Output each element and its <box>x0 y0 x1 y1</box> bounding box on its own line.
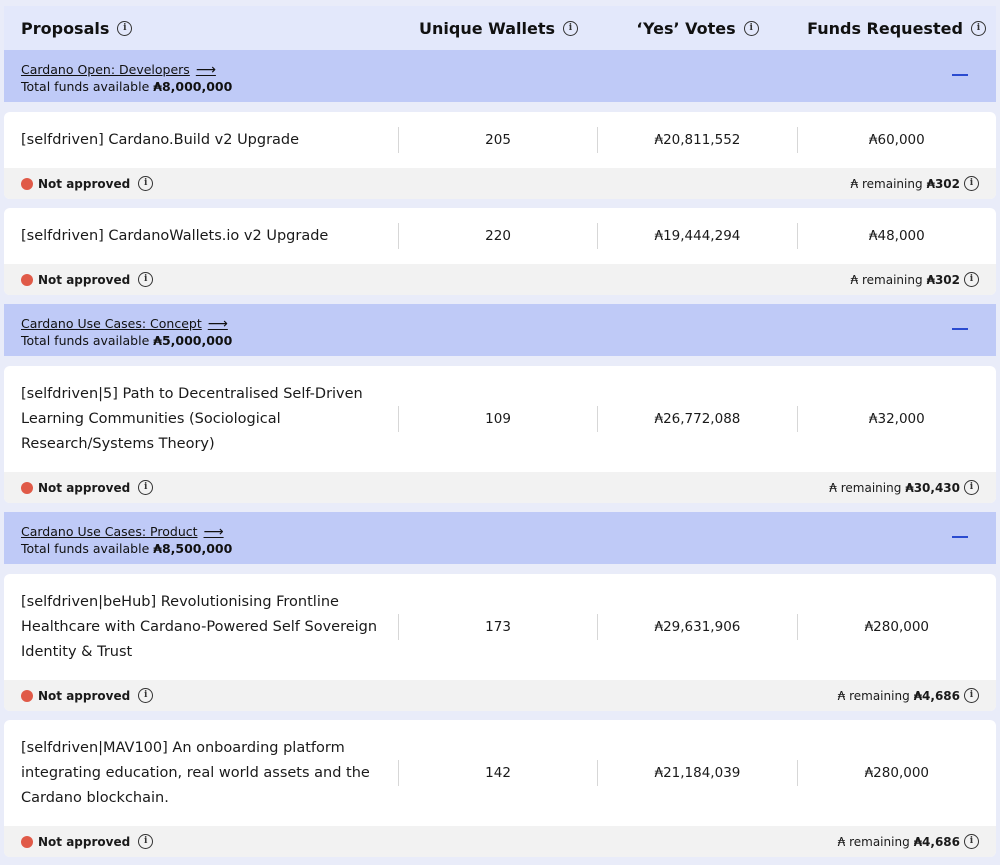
remaining-funds <box>838 834 979 849</box>
info-icon[interactable]: i <box>971 21 986 36</box>
category-funds <box>21 79 979 94</box>
funds-requested-value: ₳48,000 <box>797 223 996 249</box>
funds-requested-value: ₳280,000 <box>797 614 996 640</box>
status-dot-icon <box>21 690 33 702</box>
status-badge: Not approved <box>38 480 131 495</box>
info-icon[interactable]: i <box>964 272 979 287</box>
remaining-label: ₳ remaining <box>850 272 923 287</box>
remaining-label: ₳ remaining <box>837 688 910 703</box>
remaining-label: ₳ remaining <box>850 176 923 191</box>
arrow-right-icon: ⟶ <box>207 315 228 332</box>
category-header <box>4 512 996 564</box>
info-icon[interactable]: i <box>117 21 132 36</box>
arrow-right-icon: ⟶ <box>203 523 224 540</box>
info-icon[interactable]: i <box>138 272 153 287</box>
funds-value: ₳5,000,000 <box>153 333 233 348</box>
remaining-label: ₳ remaining <box>829 480 902 495</box>
info-icon[interactable]: i <box>964 834 979 849</box>
minus-icon[interactable] <box>952 536 968 538</box>
minus-icon[interactable] <box>952 328 968 330</box>
proposal-card[interactable] <box>4 112 996 199</box>
status-badge: Not approved <box>38 688 131 703</box>
column-label: ‘Yes’ Votes <box>636 18 736 38</box>
category-funds <box>21 333 979 348</box>
proposal-card[interactable] <box>4 366 996 503</box>
proposal-card[interactable] <box>4 208 996 295</box>
proposals-table <box>4 6 996 857</box>
funds-label: Total funds available <box>21 79 150 94</box>
yes-votes-value: ₳26,772,088 <box>597 406 796 432</box>
column-label: Unique Wallets <box>419 18 555 38</box>
category-name: Cardano Use Cases: Concept <box>21 316 202 331</box>
info-icon[interactable]: i <box>744 21 759 36</box>
remaining-value: ₳30,430 <box>905 480 960 495</box>
unique-wallets-value: 205 <box>398 127 597 153</box>
unique-wallets-value: 220 <box>398 223 597 249</box>
status-dot-icon <box>21 482 33 494</box>
column-funds-requested <box>797 19 996 38</box>
column-label: Funds Requested <box>807 18 963 38</box>
unique-wallets-value: 142 <box>398 760 597 786</box>
unique-wallets-value: 109 <box>398 406 597 432</box>
column-label: Proposals <box>21 18 110 38</box>
proposal-footer <box>4 264 996 295</box>
unique-wallets-value: 173 <box>398 614 597 640</box>
remaining-value: ₳4,686 <box>913 834 960 849</box>
proposal-card[interactable] <box>4 574 996 711</box>
status-badge: Not approved <box>38 272 131 287</box>
proposal-card[interactable] <box>4 720 996 857</box>
arrow-right-icon: ⟶ <box>195 61 216 78</box>
funds-value: ₳8,000,000 <box>153 79 233 94</box>
table-header <box>4 6 996 50</box>
category-link[interactable] <box>21 316 228 332</box>
proposal-footer <box>4 168 996 199</box>
remaining-label: ₳ remaining <box>837 834 910 849</box>
status-dot-icon <box>21 274 33 286</box>
info-icon[interactable]: i <box>138 480 153 495</box>
yes-votes-value: ₳20,811,552 <box>597 127 796 153</box>
category-header <box>4 50 996 102</box>
proposal-title[interactable]: [selfdriven|beHub] Revolutionising Frontline Healthcare with Cardano-Powered Self Sovereign Identity & Trust <box>21 593 378 660</box>
funds-label: Total funds available <box>21 541 150 556</box>
status-badge: Not approved <box>38 834 131 849</box>
funds-requested-value: ₳280,000 <box>797 760 996 786</box>
remaining-value: ₳302 <box>926 176 960 191</box>
yes-votes-value: ₳21,184,039 <box>597 760 796 786</box>
column-unique-wallets <box>399 19 598 38</box>
column-proposals <box>4 19 399 38</box>
column-yes-votes <box>598 19 797 38</box>
funds-value: ₳8,500,000 <box>153 541 233 556</box>
remaining-value: ₳4,686 <box>913 688 960 703</box>
remaining-funds <box>851 272 979 287</box>
proposal-title[interactable]: [selfdriven] CardanoWallets.io v2 Upgrade <box>21 227 329 244</box>
status-dot-icon <box>21 836 33 848</box>
minus-icon[interactable] <box>952 74 968 76</box>
proposal-footer <box>4 826 996 857</box>
category-link[interactable] <box>21 524 224 540</box>
remaining-value: ₳302 <box>926 272 960 287</box>
status-dot-icon <box>21 178 33 190</box>
proposal-title[interactable]: [selfdriven|MAV100] An onboarding platform integrating education, real world assets and the Cardano blockchain. <box>21 739 370 806</box>
info-icon[interactable]: i <box>138 834 153 849</box>
funds-label: Total funds available <box>21 333 150 348</box>
proposal-title[interactable]: [selfdriven] Cardano.Build v2 Upgrade <box>21 131 300 148</box>
proposal-footer <box>4 680 996 711</box>
remaining-funds <box>851 176 979 191</box>
yes-votes-value: ₳19,444,294 <box>597 223 796 249</box>
category-header <box>4 304 996 356</box>
proposal-title[interactable]: [selfdriven|5] Path to Decentralised Self-Driven Learning Communities (Sociological Research/Systems Theory) <box>21 385 363 452</box>
yes-votes-value: ₳29,631,906 <box>597 614 796 640</box>
category-link[interactable] <box>21 62 216 78</box>
info-icon[interactable]: i <box>964 688 979 703</box>
category-funds <box>21 541 979 556</box>
category-name: Cardano Use Cases: Product <box>21 524 198 539</box>
category-name: Cardano Open: Developers <box>21 62 190 77</box>
status-badge: Not approved <box>38 176 131 191</box>
remaining-funds <box>829 480 979 495</box>
info-icon[interactable]: i <box>964 176 979 191</box>
funds-requested-value: ₳60,000 <box>797 127 996 153</box>
funds-requested-value: ₳32,000 <box>797 406 996 432</box>
info-icon[interactable]: i <box>138 688 153 703</box>
info-icon[interactable]: i <box>563 21 578 36</box>
info-icon[interactable]: i <box>138 176 153 191</box>
info-icon[interactable]: i <box>964 480 979 495</box>
proposal-footer <box>4 472 996 503</box>
remaining-funds <box>838 688 979 703</box>
